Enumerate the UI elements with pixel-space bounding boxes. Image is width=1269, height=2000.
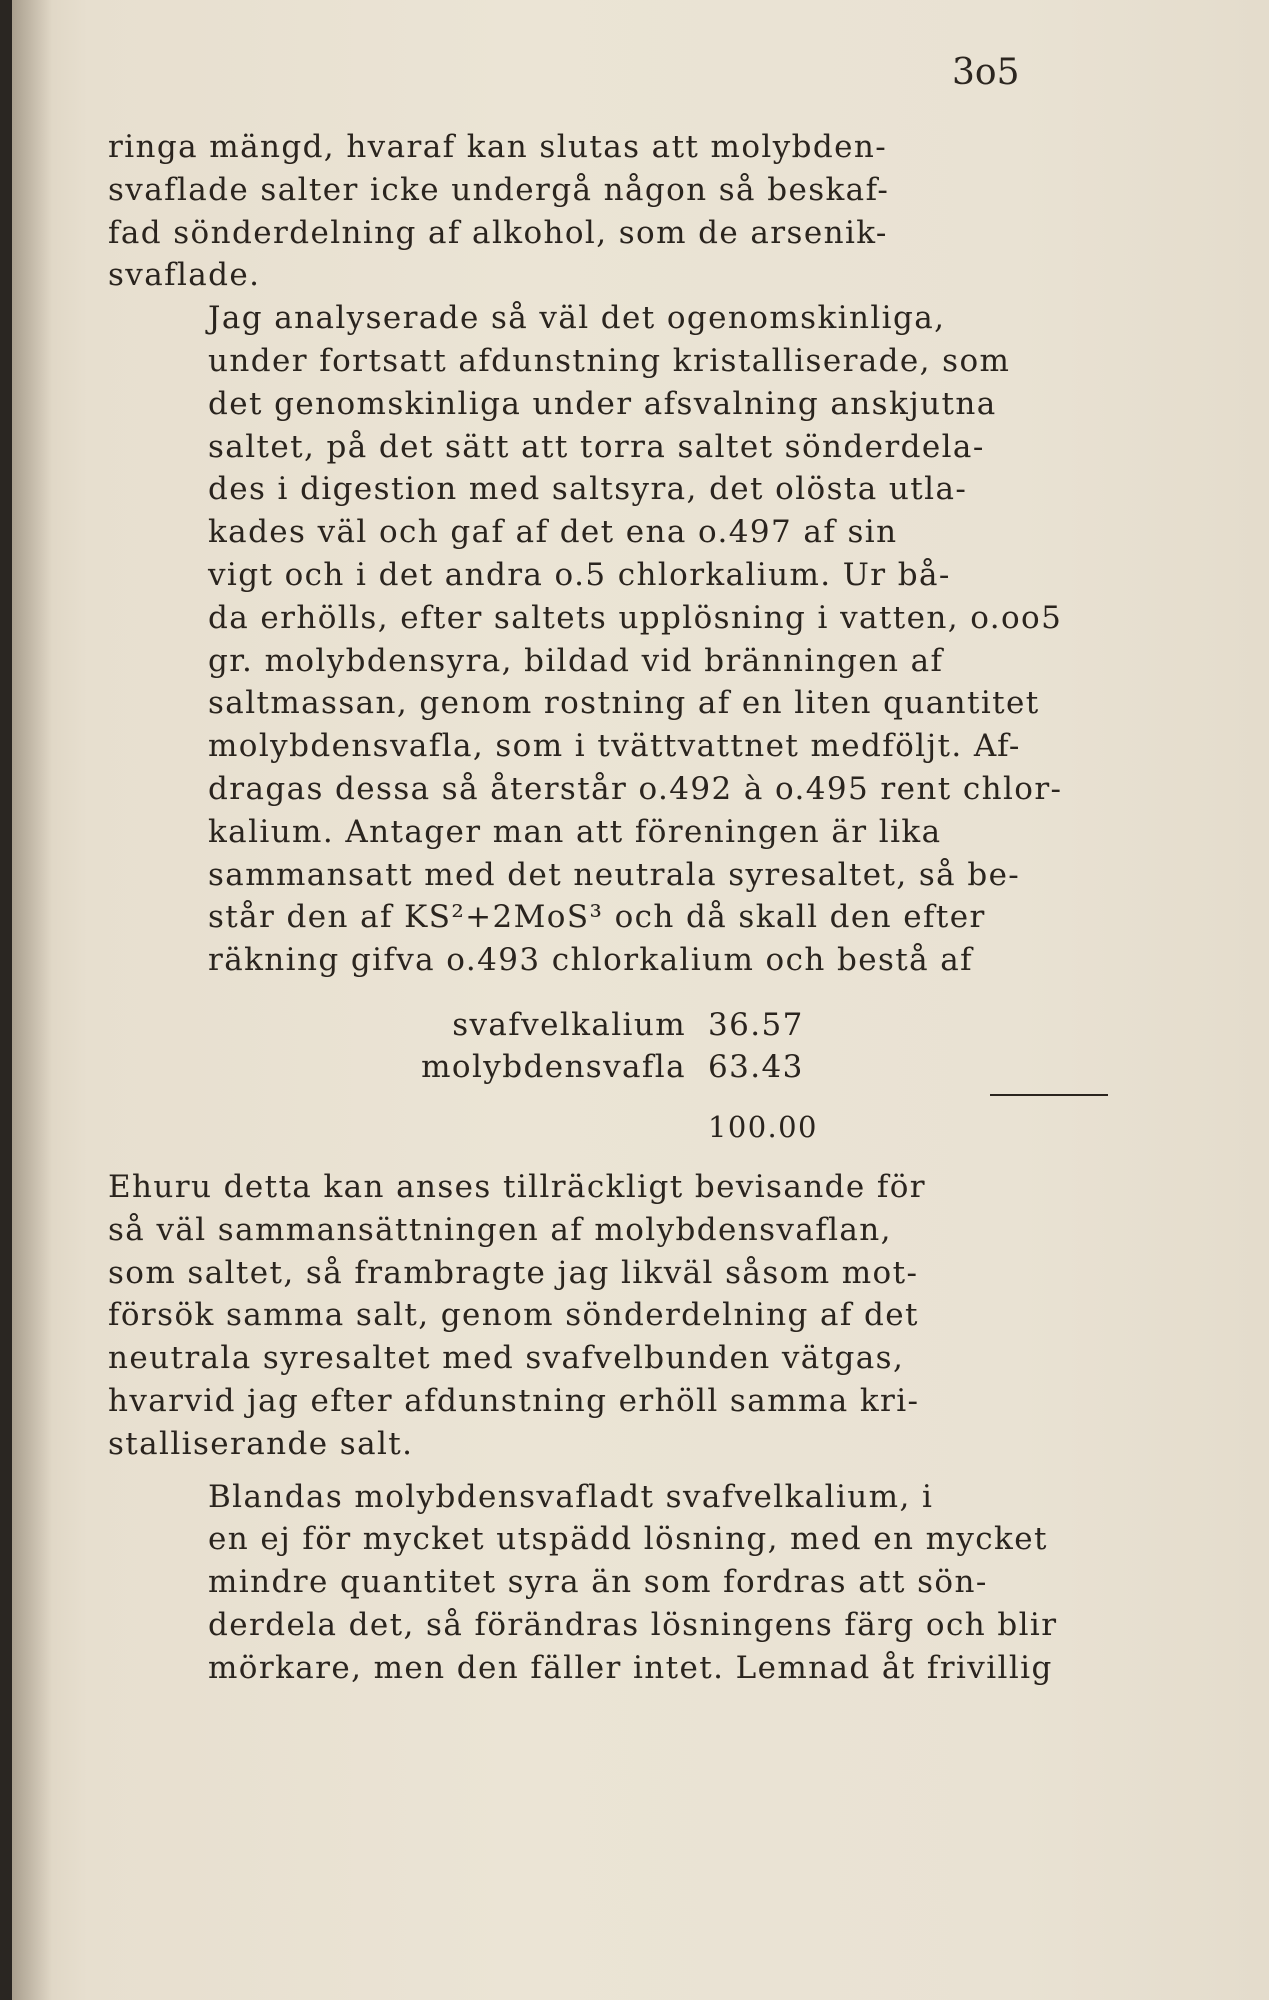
text-line: neutrala syresaltet med svafvelbunden vätgas, [108, 1340, 905, 1377]
book-page [12, 0, 1269, 2000]
text-line: derdela det, så förändras lösningens färg och blir [208, 1606, 1058, 1643]
text-line: svaflade salter icke undergå någon så beskaf- [108, 171, 890, 208]
text-line: vigt och i det andra o.5 chlorkalium. Ur bå- [208, 556, 951, 593]
text-line: fad sönderdelning af alkohol, som de arsenik- [108, 214, 888, 251]
table-row [376, 1004, 1118, 1046]
page-number: 3o5 [952, 52, 1020, 93]
text-line: en ej för mycket utspädd lösning, med en mycket [208, 1521, 1048, 1558]
total-value: 100.00 [708, 1109, 818, 1144]
text-line: mörkare, men den fäller intet. Lemnad åt frivillig [208, 1649, 1053, 1686]
component-name: svafvelkalium [452, 1006, 686, 1043]
text-line: molybdensvafla, som i tvättvattnet medföljt. Af- [208, 728, 1021, 765]
text-line: hvarvid jag efter afdunstning erhöll samma kri- [108, 1382, 920, 1419]
paragraph-3 [108, 1166, 1118, 1466]
component-value: 63.43 [708, 1048, 804, 1085]
paragraph-4 [108, 1476, 1118, 1690]
text-line: räkning gifva o.493 chlorkalium och bestå af [208, 942, 974, 979]
paragraph-1 [108, 126, 1118, 297]
sum-rule [990, 1094, 1108, 1096]
text-line: saltet, på det sätt att torra saltet sönderdela- [208, 428, 985, 465]
text-line: svaflade. [108, 257, 261, 294]
text-line: Blandas molybdensvafladt svafvelkalium, i [208, 1478, 934, 1515]
component-name: molybdensvafla [421, 1048, 686, 1085]
page-gutter-shadow [12, 0, 52, 2000]
component-value: 36.57 [708, 1006, 804, 1043]
table-total-row [376, 1106, 1118, 1148]
text-line: stalliserande salt. [108, 1425, 414, 1462]
paragraph-2 [108, 297, 1118, 982]
body-text [108, 126, 1118, 1690]
text-line: des i digestion med saltsyra, det olösta utla- [208, 471, 968, 508]
text-line: Jag analyserade så väl det ogenomskinliga, [208, 300, 946, 337]
text-line: det genomskinliga under afsvalning anskjutna [208, 385, 997, 422]
text-line: mindre quantitet syra än som fordras att sön- [208, 1564, 988, 1601]
text-line: da erhölls, efter saltets upplösning i vatten, o.oo5 [208, 599, 1063, 636]
text-line: som saltet, så frambragte jag likväl såsom mot- [108, 1254, 919, 1291]
text-line: försök samma salt, genom sönderdelning af det [108, 1297, 919, 1334]
text-line: saltmassan, genom rostning af en liten quantitet [208, 685, 1040, 722]
text-line: under fortsatt afdunstning kristalliserade, som [208, 342, 1011, 379]
text-line: dragas dessa så återstår o.492 à o.495 rent chlor- [208, 770, 1063, 807]
text-line: kades väl och gaf af det ena o.497 af sin [208, 514, 898, 551]
text-line: Ehuru detta kan anses tillräckligt bevisande för [108, 1168, 926, 1205]
text-line: ringa mängd, hvaraf kan slutas att molybden- [108, 129, 888, 165]
text-line: gr. molybdensyra, bildad vid bränningen af [208, 642, 944, 679]
text-line: kalium. Antager man att föreningen är lika [208, 813, 942, 850]
table-row [376, 1046, 1118, 1088]
composition-table [108, 1004, 1118, 1148]
text-line: så väl sammansättningen af molybdensvaflan, [108, 1211, 892, 1248]
text-line: sammansatt med det neutrala syresaltet, så be- [208, 856, 1021, 893]
text-line: står den af KS²+2MoS³ och då skall den efter [208, 899, 986, 936]
